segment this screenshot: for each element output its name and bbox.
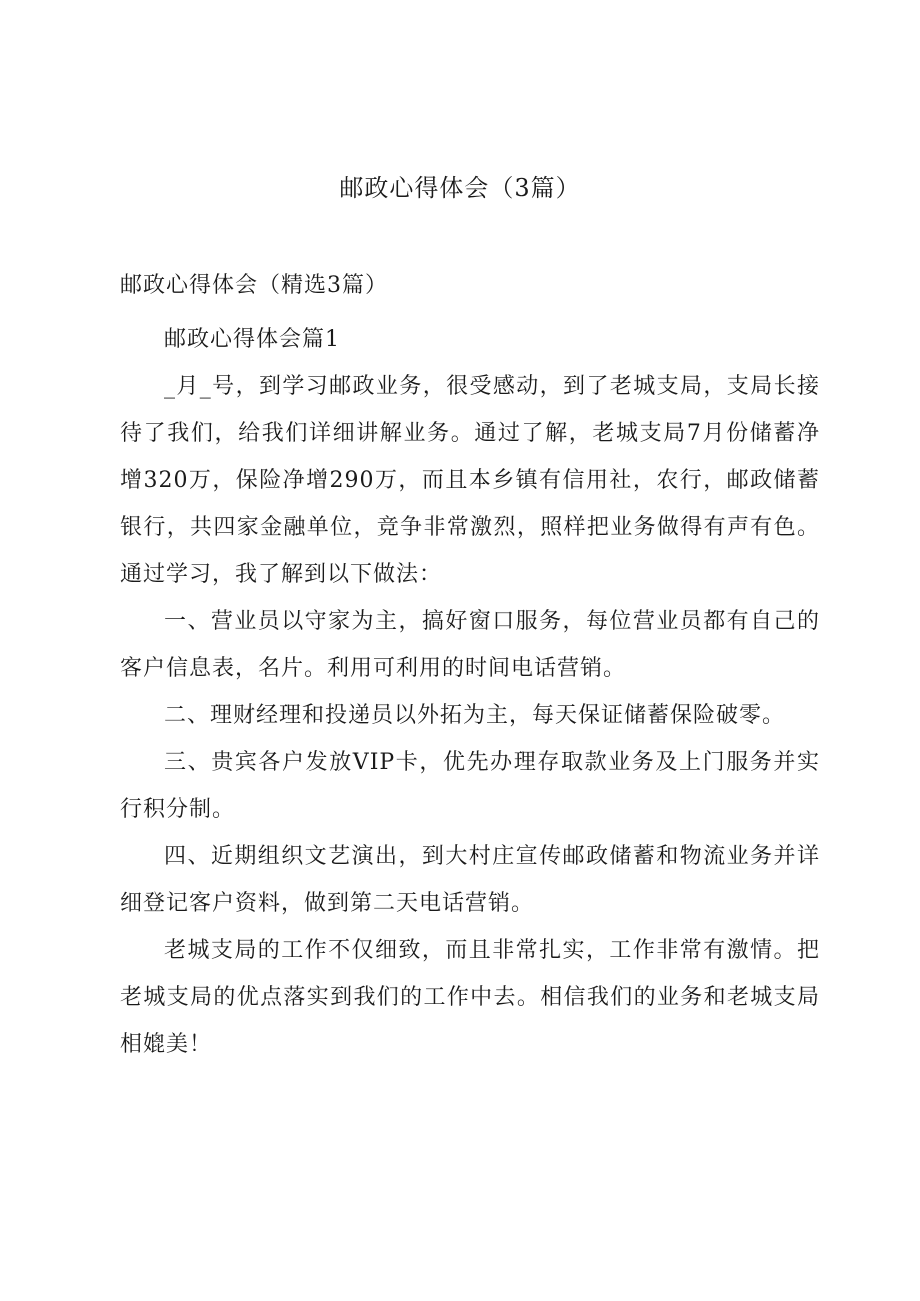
paragraph: _月_号，到学习邮政业务，很受感动，到了老城支局，支局长接待了我们，给我们详细讲解业务。通过了解，老城支局7月份储蓄净增320万，保险净增290万，而且本乡镇有信用社，农行，邮政储蓄银行，共四家金融单位，竞争非常激烈，照样把业务做得有声有色。通过学习，我了解到以下做法：: [120, 374, 820, 587]
document-body: [120, 316, 820, 1068]
document-subtitle: 邮政心得体会（精选3篇）: [120, 273, 388, 298]
paragraph: 一、营业员以守家为主，搞好窗口服务，每位营业员都有自己的客户信息表，名片。利用可利用的时间电话营销。: [120, 609, 820, 681]
document-title: 邮政心得体会（3篇）: [339, 174, 581, 202]
paragraph: 三、贵宾各户发放VIP卡，优先办理存取款业务及上门服务并实行积分制。: [120, 750, 820, 822]
section-heading: 邮政心得体会篇1: [164, 327, 340, 352]
paragraph: 四、近期组织文艺演出，到大村庄宣传邮政储蓄和物流业务并详细登记客户资料，做到第二天电话营销。: [120, 844, 820, 916]
paragraph: 老城支局的工作不仅细致，而且非常扎实，工作非常有激情。把老城支局的优点落实到我们的工作中去。相信我们的业务和老城支局相媲美！: [120, 938, 820, 1057]
paragraph: 二、理财经理和投递员以外拓为主，每天保证储蓄保险破零。: [164, 703, 786, 728]
